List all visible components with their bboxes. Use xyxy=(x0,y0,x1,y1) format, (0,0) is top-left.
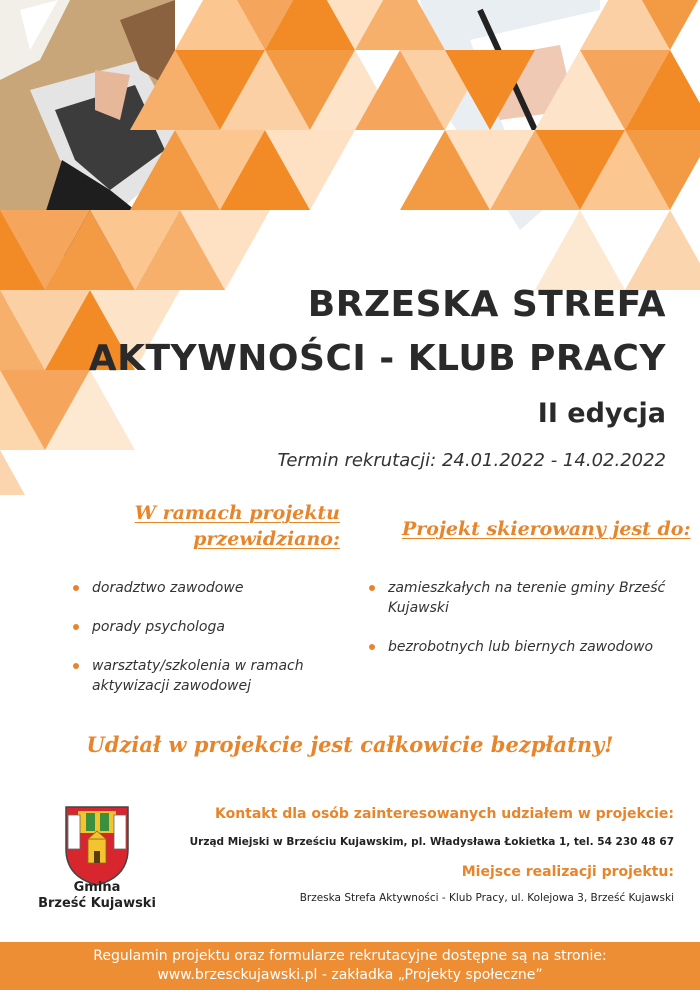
target-group-list xyxy=(366,578,666,676)
list-item: bezrobotnych lub biernych zawodowo xyxy=(366,637,666,657)
target-group-heading: Projekt skierowany jest do: xyxy=(402,518,691,540)
footer-banner xyxy=(0,942,700,990)
place-details: Brzeska Strefa Aktywności - Klub Pracy, ul. Kolejowa 3, Brześć Kujawski xyxy=(299,892,674,904)
recruitment-dates: Termin rekrutacji: 24.01.2022 - 14.02.2022 xyxy=(277,450,666,471)
title-line-2: AKTYWNOŚCI - KLUB PRACY xyxy=(88,338,666,379)
municipality-name: Gmina Brześć Kujawski xyxy=(38,880,156,911)
contact-heading: Kontakt dla osób zainteresowanych udziałem w projekcie: xyxy=(214,806,674,822)
footer-line-2: www.brzesckujawski.pl - zakładka „Projekty społeczne” xyxy=(157,967,543,983)
title-line-1: BRZESKA STREFA xyxy=(307,284,666,325)
list-item: warsztaty/szkolenia w ramach aktywizacji zawodowej xyxy=(70,656,340,696)
place-heading: Miejsce realizacji projektu: xyxy=(461,864,674,880)
project-scope-list xyxy=(70,578,340,715)
list-item: doradztwo zawodowe xyxy=(70,578,340,598)
list-item: porady psychologa xyxy=(70,617,340,637)
coat-of-arms-icon xyxy=(62,805,132,887)
project-scope-heading: W ramach projektu przewidziano: xyxy=(134,502,340,550)
list-item: zamieszkałych na terenie gminy Brześć Kujawski xyxy=(366,578,666,618)
contact-details: Urząd Miejski w Brześciu Kujawskim, pl. Władysława Łokietka 1, tel. 54 230 48 67 xyxy=(189,836,674,848)
edition-label: II edycja xyxy=(537,398,666,429)
free-participation-note: Udział w projekcie jest całkowicie bezpłatny! xyxy=(86,732,614,757)
footer-line-1: Regulamin projektu oraz formularze rekrutacyjne dostępne są na stronie: xyxy=(93,948,607,964)
